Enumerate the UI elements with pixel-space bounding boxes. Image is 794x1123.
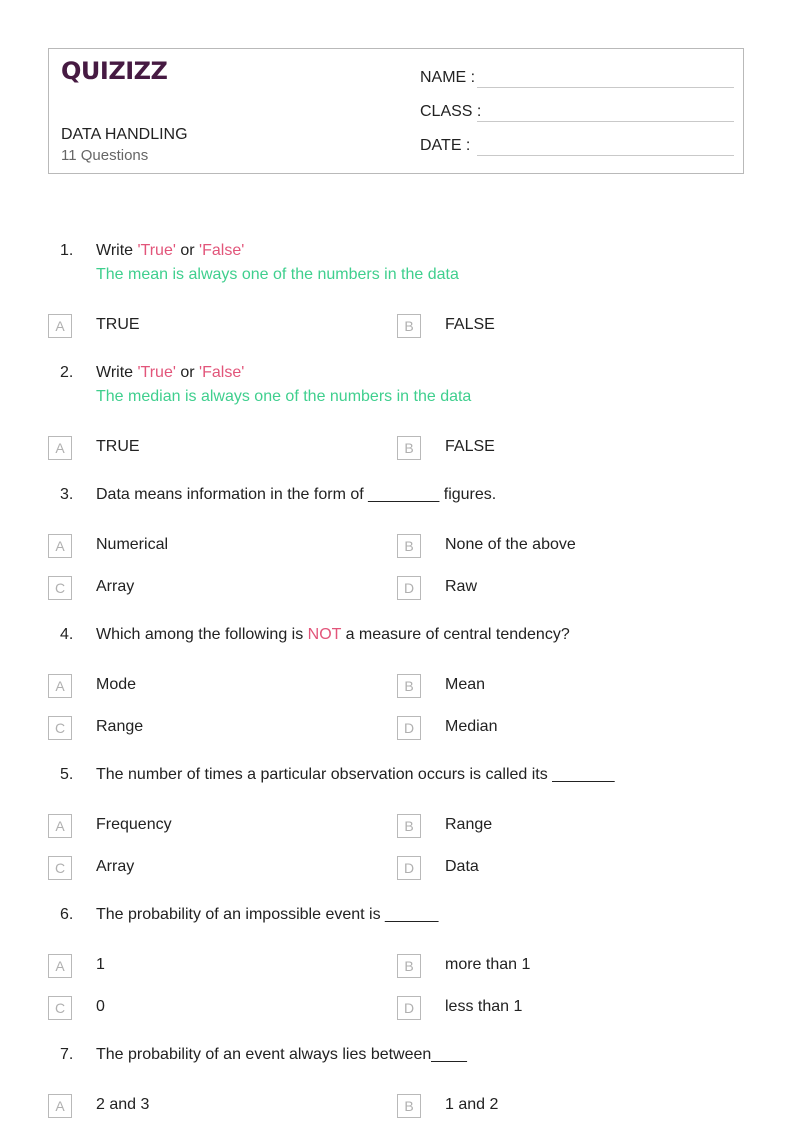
text-part: Which among the following is <box>96 626 308 643</box>
option-text: Numerical <box>96 536 169 553</box>
question-number: 1. <box>60 242 74 259</box>
option-text: Mean <box>445 676 486 693</box>
name-field[interactable] <box>420 67 734 91</box>
option-letter-box: B <box>397 314 421 338</box>
option-text: Mode <box>96 676 137 693</box>
question-number: 3. <box>60 486 74 503</box>
highlight-true: 'True' <box>137 364 176 381</box>
question-text: The number of times a particular observation occurs is called its _______ <box>96 766 615 783</box>
option-letter-box: A <box>48 1094 72 1118</box>
option-text: TRUE <box>96 316 140 333</box>
option-text: less than 1 <box>445 998 523 1015</box>
text-part: Write <box>96 364 138 381</box>
option-letter-box: A <box>48 534 72 558</box>
option-letter-box: A <box>48 674 72 698</box>
option-text: more than 1 <box>445 956 531 973</box>
question-number: 5. <box>60 766 74 783</box>
text-part: a measure of central tendency? <box>341 626 570 643</box>
question-text: Data means information in the form of ________ figures. <box>96 486 497 503</box>
quizizz-logo: QUIZIZZ <box>61 57 168 85</box>
option-text: Array <box>96 858 135 875</box>
option-letter-box: D <box>397 716 421 740</box>
class-line <box>477 121 734 122</box>
question-text: The probability of an impossible event is ______ <box>96 906 439 923</box>
class-field[interactable] <box>420 101 734 125</box>
question-number: 2. <box>60 364 74 381</box>
text-part: or <box>175 364 200 381</box>
option-letter-box: B <box>397 814 421 838</box>
date-label: DATE : <box>420 137 471 154</box>
question-number: 6. <box>60 906 74 923</box>
option-text: FALSE <box>445 316 495 333</box>
option-letter-box: C <box>48 856 72 880</box>
question-statement: The mean is always one of the numbers in the data <box>96 266 459 283</box>
question-statement: The median is always one of the numbers in the data <box>96 388 472 405</box>
highlight-false: 'False' <box>199 242 245 259</box>
highlight-not: NOT <box>307 626 342 643</box>
question-text <box>96 626 570 644</box>
question-text <box>96 242 244 260</box>
question-count: 11 Questions <box>61 147 149 164</box>
question-number: 7. <box>60 1046 74 1063</box>
worksheet-title: DATA HANDLING <box>61 126 188 143</box>
option-text: 2 and 3 <box>96 1096 150 1113</box>
highlight-true: 'True' <box>137 242 176 259</box>
date-field[interactable] <box>420 135 734 159</box>
name-line <box>477 87 734 88</box>
option-letter-box: B <box>397 674 421 698</box>
option-letter-box: B <box>397 436 421 460</box>
option-letter-box: D <box>397 576 421 600</box>
option-letter-box: C <box>48 716 72 740</box>
option-text: Data <box>445 858 479 875</box>
name-label: NAME : <box>420 69 476 86</box>
text-part: Write <box>96 242 138 259</box>
class-label: CLASS : <box>420 103 482 120</box>
option-letter-box: B <box>397 1094 421 1118</box>
option-text: Array <box>96 578 135 595</box>
option-text: Range <box>96 718 144 735</box>
option-letter-box: A <box>48 436 72 460</box>
option-letter-box: A <box>48 954 72 978</box>
option-text: None of the above <box>445 536 576 553</box>
option-text: Frequency <box>96 816 172 833</box>
option-text: FALSE <box>445 438 495 455</box>
option-text: 0 <box>96 998 105 1015</box>
option-letter-box: C <box>48 996 72 1020</box>
option-letter-box: C <box>48 576 72 600</box>
worksheet-header <box>48 48 744 174</box>
option-text: Range <box>445 816 493 833</box>
text-part: or <box>175 242 200 259</box>
option-text: 1 <box>96 956 105 973</box>
option-text: TRUE <box>96 438 140 455</box>
option-text: 1 and 2 <box>445 1096 499 1113</box>
highlight-false: 'False' <box>199 364 245 381</box>
question-text <box>96 364 244 382</box>
option-letter-box: A <box>48 314 72 338</box>
option-letter-box: D <box>397 856 421 880</box>
question-number: 4. <box>60 626 74 643</box>
option-letter-box: B <box>397 954 421 978</box>
option-text: Raw <box>445 578 478 595</box>
option-letter-box: D <box>397 996 421 1020</box>
option-text: Median <box>445 718 498 735</box>
option-letter-box: A <box>48 814 72 838</box>
question-text: The probability of an event always lies between____ <box>96 1046 467 1063</box>
date-line <box>477 155 734 156</box>
option-letter-box: B <box>397 534 421 558</box>
